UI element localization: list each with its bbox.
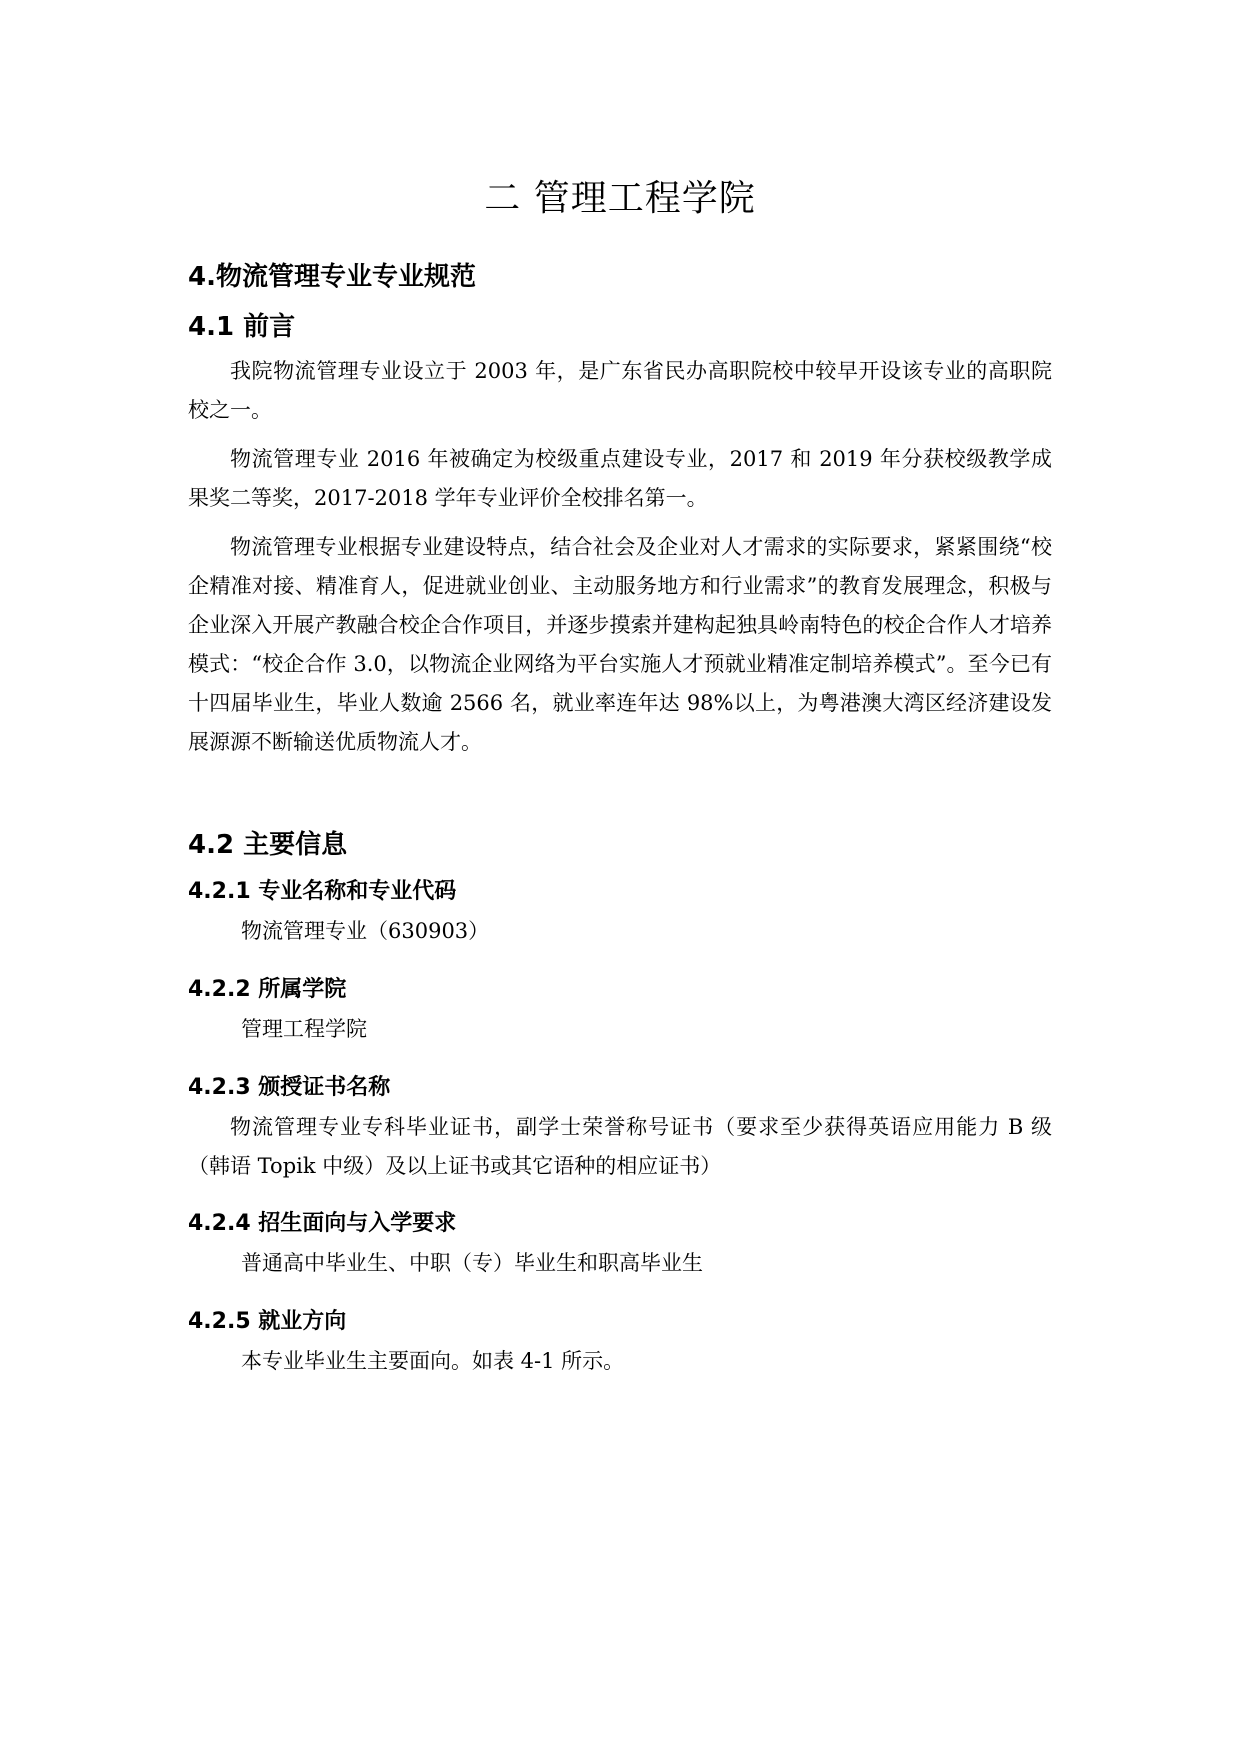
section-4-1-heading: 4.1 前言: [188, 312, 296, 342]
section-4-2-1-heading: 4.2.1 专业名称和专业代码: [188, 879, 457, 904]
page-title: 二 管理工程学院: [484, 178, 756, 219]
section-4-2-5-heading: 4.2.5 就业方向: [188, 1309, 347, 1334]
section-4-2-2-heading: 4.2.2 所属学院: [188, 977, 347, 1002]
preface-paragraph-3: 物流管理专业根据专业建设特点，结合社会及企业对人才需求的实际要求，紧紧围绕“校企精准对接、精准育人，促进就业创业、主动服务地方和行业需求”的教育发展理念，积极与企业深入开展产教融合校企合作项目，并逐步摸索并建构起独具岭南特色的校企合作人才培养模式：“校企合作 3.0，以物流企业网络为平台实施人才预就业精准定制培养模式”。至今已有十四届毕业生，毕业人数逾 2566 名，就业率连年达 98%以上，为粤港澳大湾区经济建设发展源源不断输送优质物流人才。: [188, 535, 1052, 754]
section-4-2-heading: 4.2 主要信息: [188, 830, 348, 860]
section-4-heading: 4.物流管理专业专业规范: [188, 262, 476, 292]
section-4-2-4-heading: 4.2.4 招生面向与入学要求: [188, 1211, 457, 1236]
employment-direction-text: 本专业毕业生主要面向。如表 4-1 所示。: [241, 1349, 625, 1373]
enrollment-text: 普通高中毕业生、中职（专）毕业生和职高毕业生: [241, 1251, 703, 1275]
preface-paragraph-1: 我院物流管理专业设立于 2003 年，是广东省民办高职院校中较早开设该专业的高职院校之一。: [188, 359, 1052, 422]
preface-paragraph-2: 物流管理专业 2016 年被确定为校级重点建设专业，2017 和 2019 年分获校级教学成果奖二等奖，2017-2018 学年专业评价全校排名第一。: [188, 447, 1052, 510]
major-name-code-text: 物流管理专业（630903）: [241, 919, 490, 943]
certificate-text: 物流管理专业专科毕业证书，副学士荣誉称号证书（要求至少获得英语应用能力 B 级（韩语 Topik 中级）及以上证书或其它语种的相应证书）: [188, 1115, 1052, 1178]
section-4-2-3-heading: 4.2.3 颁授证书名称: [188, 1075, 391, 1100]
college-text: 管理工程学院: [241, 1017, 367, 1041]
